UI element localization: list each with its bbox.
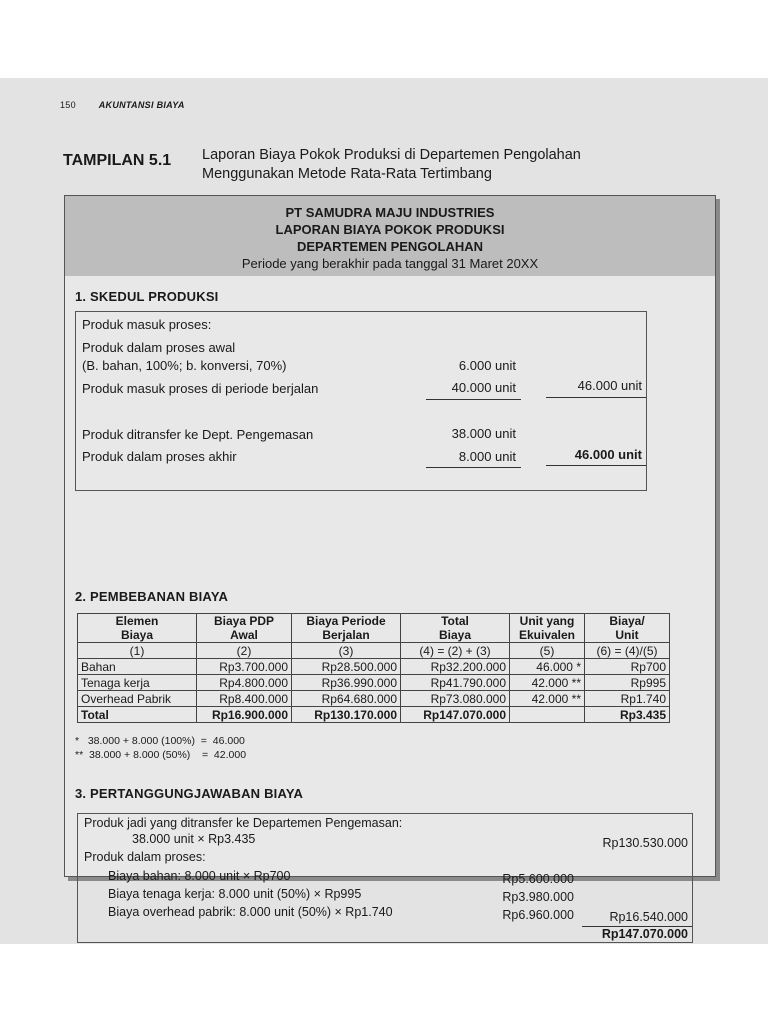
col-number: (6) = (4)/(5) — [585, 643, 670, 659]
report-frame — [64, 195, 716, 941]
report-header — [65, 196, 715, 276]
cell-bwip: Rp4.800.000 — [197, 675, 292, 691]
cell-current: Rp130.170.000 — [292, 707, 401, 723]
report-period: Periode yang berakhir pada tanggal 31 Maret 20XX — [241, 256, 539, 271]
section2-heading: 2. PEMBEBANAN BIAYA — [75, 589, 229, 604]
col-header-unit-cost: Biaya/ Unit — [585, 614, 670, 643]
department-name: DEPARTEMEN PENGOLAHAN — [296, 239, 484, 254]
col-header-current: Biaya Periode Berjalan — [292, 614, 401, 643]
footnote-materials: * 38.000 + 8.000 (100%) = 46.000 — [75, 735, 245, 747]
col-number: (3) — [292, 643, 401, 659]
subtotal-rule — [426, 399, 521, 400]
cell-eu: 42.000 ** — [510, 675, 585, 691]
overhead-calc: Biaya overhead pabrik: 8.000 unit (50%) × Rp1.740 — [108, 905, 393, 919]
cost-assignment-table — [77, 613, 670, 723]
cell-eu: 42.000 ** — [510, 691, 585, 707]
cell-total: Rp32.200.000 — [401, 659, 510, 675]
transferred-out-amount: Rp130.530.000 — [602, 836, 688, 850]
subtotal-rule-2 — [426, 467, 521, 468]
input-total: 46.000 unit — [577, 378, 642, 393]
col-number: (4) = (2) + (3) — [401, 643, 510, 659]
report-name: LAPORAN BIAYA POKOK PRODUKSI — [275, 222, 505, 237]
transferred-out-calc: 38.000 unit × Rp3.435 — [132, 832, 256, 846]
table-total-row — [78, 707, 670, 723]
table-row — [78, 659, 670, 675]
ewip-label: Produk dalam proses akhir — [82, 449, 237, 464]
labor-calc: Biaya tenaga kerja: 8.000 unit (50%) × Rp995 — [108, 887, 362, 901]
bwip-label: Produk dalam proses awal — [82, 340, 236, 355]
overhead-amount: Rp6.960.000 — [502, 908, 574, 922]
section3-heading: 3. PERTANGGUNGJAWABAN BIAYA — [75, 786, 304, 801]
col-number: (5) — [510, 643, 585, 659]
started-label: Produk masuk proses di periode berjalan — [82, 381, 319, 396]
col-number: (1) — [78, 643, 197, 659]
cell-total: Rp147.070.000 — [401, 707, 510, 723]
cell-current: Rp64.680.000 — [292, 691, 401, 707]
input-label: Produk masuk proses: — [82, 317, 212, 332]
col-header-eu: Unit yang Ekuivalen — [510, 614, 585, 643]
col-header-element: Elemen Biaya — [78, 614, 197, 643]
table-number-row — [78, 643, 670, 659]
exhibit-title-line2: Menggunakan Metode Rata-Rata Tertimbang — [202, 166, 492, 182]
ewip-units: 8.000 unit — [458, 449, 516, 464]
materials-calc: Biaya bahan: 8.000 unit × Rp700 — [108, 869, 291, 883]
started-units: 40.000 unit — [451, 380, 516, 395]
table-row — [78, 691, 670, 707]
wip-label: Produk dalam proses: — [84, 850, 206, 864]
col-number: (2) — [197, 643, 292, 659]
total-rule — [546, 397, 646, 398]
table-row — [78, 675, 670, 691]
running-title: AKUNTANSI BIAYA — [98, 100, 185, 110]
cell-current: Rp28.500.000 — [292, 659, 401, 675]
cell-current: Rp36.990.000 — [292, 675, 401, 691]
wip-total-amount: Rp16.540.000 — [609, 910, 688, 924]
bwip-units: 6.000 unit — [458, 358, 516, 373]
col-header-bwip: Biaya PDP Awal — [197, 614, 292, 643]
footnote-conversion: ** 38.000 + 8.000 (50%) = 42.000 — [75, 749, 247, 761]
cell-element: Total — [78, 707, 197, 723]
cell-unit-cost: Rp700 — [585, 659, 670, 675]
transferred-label: Produk ditransfer ke Dept. Pengemasan — [82, 427, 314, 442]
materials-amount: Rp5.600.000 — [502, 872, 574, 886]
total-rule-2 — [546, 465, 646, 466]
page-number: 150 — [60, 100, 76, 110]
transferred-units: 38.000 unit — [451, 426, 516, 441]
exhibit-title — [202, 146, 581, 184]
table-header-row — [78, 614, 670, 643]
production-schedule-box — [75, 311, 647, 491]
labor-amount: Rp3.980.000 — [502, 890, 574, 904]
cell-element: Overhead Pabrik — [78, 691, 197, 707]
grand-total-amount: Rp147.070.000 — [601, 927, 688, 941]
transferred-out-label: Produk jadi yang ditransfer ke Departemen Pengemasan: — [84, 816, 403, 830]
cell-total: Rp41.790.000 — [401, 675, 510, 691]
company-name: PT SAMUDRA MAJU INDUSTRIES — [285, 205, 495, 220]
book-page — [0, 78, 768, 944]
bwip-detail: (B. bahan, 100%; b. konversi, 70%) — [82, 358, 287, 373]
cell-unit-cost: Rp3.435 — [585, 707, 670, 723]
exhibit-title-line1: Laporan Biaya Pokok Produksi di Departemen Pengolahan — [202, 147, 581, 163]
exhibit-label: TAMPILAN 5.1 — [63, 152, 172, 169]
cell-unit-cost: Rp1.740 — [585, 691, 670, 707]
cell-bwip: Rp16.900.000 — [197, 707, 292, 723]
running-header — [60, 100, 185, 110]
cell-bwip: Rp8.400.000 — [197, 691, 292, 707]
cell-eu: 46.000 * — [510, 659, 585, 675]
cost-accounted-box — [77, 813, 693, 943]
cell-eu — [510, 707, 585, 723]
cell-total: Rp73.080.000 — [401, 691, 510, 707]
cell-unit-cost: Rp995 — [585, 675, 670, 691]
output-total: 46.000 unit — [574, 447, 642, 462]
cell-element: Tenaga kerja — [78, 675, 197, 691]
cell-element: Bahan — [78, 659, 197, 675]
col-header-total: Total Biaya — [401, 614, 510, 643]
cell-bwip: Rp3.700.000 — [197, 659, 292, 675]
section1-heading: 1. SKEDUL PRODUKSI — [75, 289, 219, 304]
